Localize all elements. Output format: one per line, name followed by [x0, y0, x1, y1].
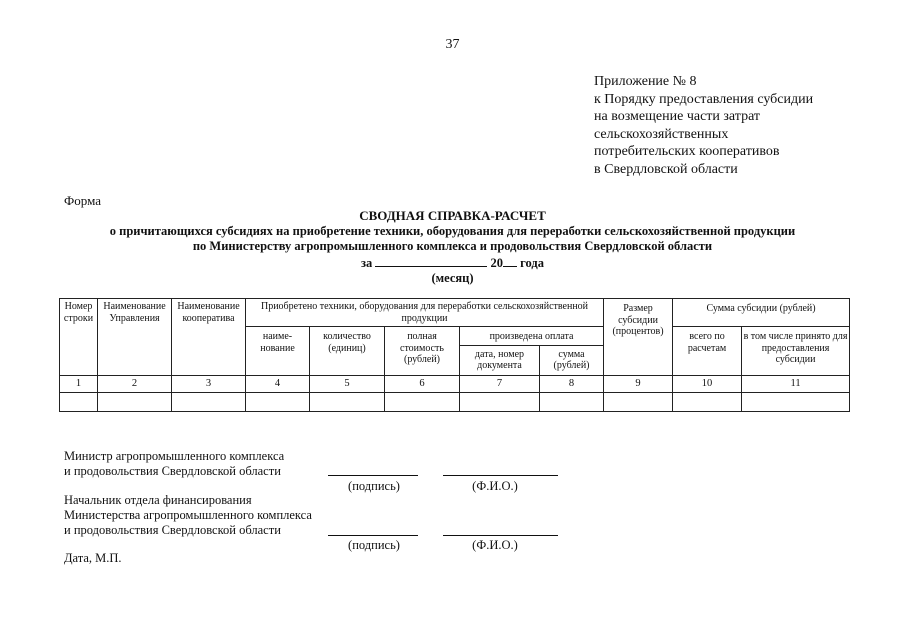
period-suffix: года — [520, 255, 544, 270]
heading-line: по Министерству агропромышленного комплекса и продовольствия Свердловской области — [192, 239, 713, 253]
subsidy-table — [59, 298, 850, 412]
period-year: 20 — [490, 255, 504, 270]
header-rate: Размер субсидии (процентов) — [604, 299, 673, 376]
heading-line: о причитающихся субсидиях на приобретение техники, оборудования для переработки сельскохозяйственной продукции — [109, 223, 796, 238]
document-heading — [0, 208, 905, 287]
column-number: 7 — [460, 375, 540, 392]
appendix-line: Приложение № 8 — [594, 74, 697, 89]
page-number: 37 — [445, 37, 460, 52]
table-cell — [98, 392, 172, 411]
column-number: 5 — [310, 375, 385, 392]
table-cell — [540, 392, 604, 411]
column-number: 1 — [60, 375, 98, 392]
table-cell — [604, 392, 673, 411]
head-name-caption: (Ф.И.О.) — [472, 538, 518, 552]
appendix-line: к Порядку предоставления субсидии — [594, 91, 814, 107]
header-accepted: в том числе принято для предоставления субсидии — [742, 327, 850, 376]
column-number: 9 — [604, 375, 673, 392]
table-cell — [385, 392, 460, 411]
header-row-number: Номер строки — [60, 299, 98, 376]
document-title: СВОДНАЯ СПРАВКА-РАСЧЕТ — [359, 208, 546, 223]
appendix-line: в Свердловской области — [594, 161, 738, 177]
minister-title — [64, 449, 284, 479]
column-number: 10 — [673, 375, 742, 392]
head-line: Начальник отдела финансирования — [64, 493, 252, 507]
header-payment: произведена оплата — [460, 327, 604, 346]
minister-signature-line — [328, 475, 418, 476]
table-cell — [172, 392, 246, 411]
table-cell — [742, 392, 850, 411]
month-blank — [375, 255, 487, 267]
period-prefix: за — [361, 255, 373, 270]
header-quantity: количество (единиц) — [310, 327, 385, 376]
appendix-note — [594, 73, 813, 179]
column-numbers-row — [60, 375, 850, 392]
minister-signature-caption: (подпись) — [348, 479, 400, 493]
column-number: 4 — [246, 375, 310, 392]
column-number: 8 — [540, 375, 604, 392]
header-cooperative: Наименование кооператива — [172, 299, 246, 376]
column-number: 6 — [385, 375, 460, 392]
table-cell — [673, 392, 742, 411]
appendix-line: сельскохозяйственных — [594, 126, 729, 142]
header-calc: всего по расчетам — [673, 327, 742, 376]
table-cell — [460, 392, 540, 411]
header-subsidy: Сумма субсидии (рублей) — [673, 299, 850, 327]
minister-name-caption: (Ф.И.О.) — [472, 479, 518, 493]
head-line: Министерства агропромышленного комплекса — [64, 508, 312, 522]
header-acquired: Приобретено техники, оборудования для переработки сельскохозяйственной продукции — [246, 299, 604, 327]
table-cell — [246, 392, 310, 411]
column-number: 2 — [98, 375, 172, 392]
column-number: 3 — [172, 375, 246, 392]
column-number: 11 — [742, 375, 850, 392]
head-signature-line — [328, 535, 418, 536]
appendix-line: потребительских кооперативов — [594, 144, 780, 160]
empty-data-row — [60, 392, 850, 411]
header-department: Наименование Управления — [98, 299, 172, 376]
period-line — [0, 255, 905, 272]
head-title — [64, 493, 312, 538]
header-total-cost: полная стоимость (рублей) — [385, 327, 460, 376]
header-doc: дата, номер документа — [460, 345, 540, 375]
header-name: наиме- нование — [246, 327, 310, 376]
appendix-line: на возмещение части затрат — [594, 109, 761, 125]
minister-line: Министр агропромышленного комплекса — [64, 449, 285, 463]
year-blank — [503, 255, 517, 267]
form-label: Форма — [64, 193, 101, 208]
head-line: и продовольствия Свердловской области — [64, 523, 281, 537]
head-name-line — [443, 535, 558, 536]
date-stamp-label: Дата, М.П. — [64, 551, 122, 565]
head-signature-caption: (подпись) — [348, 538, 400, 552]
table-cell — [60, 392, 98, 411]
minister-name-line — [443, 475, 558, 476]
table-cell — [310, 392, 385, 411]
header-row — [60, 299, 850, 327]
month-caption: (месяц) — [431, 271, 474, 285]
minister-line: и продовольствия Свердловской области — [64, 464, 281, 478]
header-sum: сумма (рублей) — [540, 345, 604, 375]
